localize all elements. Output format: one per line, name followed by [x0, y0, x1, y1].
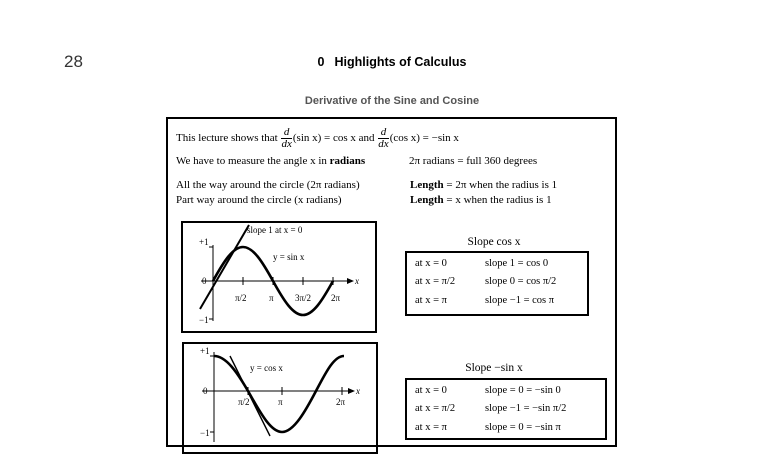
d-dx-fraction-2 [378, 127, 388, 150]
cosine-graph [184, 344, 376, 452]
tick-label: π [278, 397, 283, 407]
at-value: at x = π [415, 422, 447, 433]
tick-label: π/2 [235, 293, 247, 303]
sine-graph-panel [181, 221, 377, 333]
x-axis-label: x [356, 386, 360, 396]
slope-value: slope 0 = cos π/2 [485, 276, 557, 287]
slope-value: slope −1 = −sin π/2 [485, 403, 567, 414]
table-row [415, 276, 556, 287]
table-row [415, 295, 554, 306]
y-label-top: +1 [199, 237, 209, 247]
slope-value: slope = 0 = −sin π [485, 422, 561, 433]
y-label-zero: 0 [203, 386, 208, 396]
cosine-graph-panel [182, 342, 378, 454]
lead-text: This lecture shows that [176, 132, 278, 145]
at-value: at x = π/2 [415, 276, 456, 287]
table-row [415, 403, 566, 414]
lecture-box [166, 117, 617, 447]
at-value: at x = 0 [415, 258, 447, 269]
tick-label: π [269, 293, 274, 303]
slope-annotation: slope 1 at x = 0 [247, 225, 303, 235]
table-row [415, 258, 548, 269]
y-label-bottom: −1 [200, 428, 210, 438]
radius-text: when the radius is 1 [463, 194, 552, 206]
cosine-derivative: (cos x) = −sin x [389, 132, 459, 145]
x-axis-arrow-icon [347, 278, 354, 284]
x-axis-label: x [355, 276, 359, 286]
radians-line [176, 155, 365, 167]
sine-graph [183, 223, 375, 331]
slope-sin-title: Slope −sin x [465, 362, 523, 374]
radians-keyword: radians [329, 155, 366, 167]
y-label-bottom: −1 [199, 315, 209, 325]
frac-denominator: dx [378, 138, 389, 150]
length-keyword: Length [410, 194, 444, 206]
section-subtitle: Derivative of the Sine and Cosine [304, 95, 480, 107]
derivative-line [176, 127, 459, 150]
chapter-number: 0 [317, 55, 325, 69]
length-value: = x [446, 194, 461, 206]
page-number: 28 [64, 52, 83, 71]
radius-text: when the radius is 1 [469, 179, 558, 191]
slope-value: slope = 0 = −sin 0 [485, 385, 561, 396]
at-value: at x = 0 [415, 385, 447, 396]
frac-numerator: d [378, 127, 388, 139]
tick-label: 2π [331, 293, 341, 303]
tick-label: 2π [336, 397, 346, 407]
y-label-zero: 0 [202, 276, 207, 286]
tick-label: π/2 [238, 397, 250, 407]
slope-value: slope −1 = cos π [485, 295, 555, 306]
chapter-title: Highlights of Calculus [334, 55, 467, 69]
table-row [415, 422, 561, 433]
cosine-curve-label: y = cos x [250, 363, 283, 373]
slope-cos-table [405, 251, 589, 316]
and-text: and [358, 132, 375, 145]
length-keyword: Length [410, 179, 444, 191]
full-circle-degrees: 2π radians = full 360 degrees [409, 155, 538, 167]
slope-value: slope 1 = cos 0 [485, 258, 549, 269]
tick-label: 3π/2 [295, 293, 312, 303]
table-row [415, 385, 561, 396]
full-circle-text: All the way around the circle (2π radians) [176, 179, 360, 191]
sine-derivative: (sin x) = cos x [292, 132, 356, 145]
full-length-text [410, 179, 557, 191]
frac-numerator: d [281, 127, 291, 139]
sine-curve-label: y = sin x [273, 252, 305, 262]
partial-length-text [410, 194, 552, 206]
slope-cos-title: Slope cos x [467, 236, 521, 248]
at-value: at x = π [415, 295, 447, 306]
frac-denominator: dx [281, 138, 292, 150]
y-label-top: +1 [200, 346, 210, 356]
at-value: at x = π/2 [415, 403, 456, 414]
slope-sin-table [405, 378, 607, 440]
x-axis-arrow-icon [348, 388, 355, 394]
angle-text: We have to measure the angle x in [176, 155, 327, 167]
d-dx-fraction [281, 127, 291, 150]
partial-circle-text: Part way around the circle (x radians) [176, 194, 342, 206]
length-value: = 2π [446, 179, 467, 191]
chapter-heading [0, 55, 784, 69]
